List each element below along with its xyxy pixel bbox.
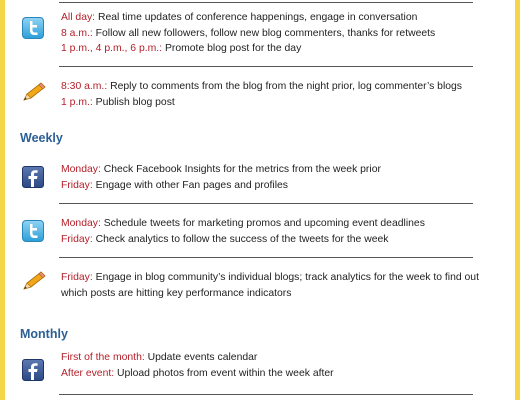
time-label: 1 p.m.: xyxy=(61,96,93,108)
time-label: All day: xyxy=(61,12,96,23)
entry-lines xyxy=(61,162,507,193)
divider xyxy=(59,2,473,3)
divider xyxy=(59,394,473,395)
time-label: Monday: xyxy=(61,218,101,229)
time-label: Friday: xyxy=(61,272,93,283)
task-text: Engage in blog community’s individual blogs; track analytics for the week to find out xyxy=(92,272,479,283)
time-label: 8 a.m.: xyxy=(61,27,93,39)
task-text: Real time updates of conference happenings, engage in conversation xyxy=(95,12,418,23)
task-text: which posts are hitting key performance indicators xyxy=(61,287,292,299)
schedule-line xyxy=(61,162,507,178)
facebook-icon xyxy=(22,166,44,188)
schedule-line xyxy=(61,41,507,57)
schedule-line xyxy=(61,350,507,366)
social-media-schedule-page xyxy=(5,0,515,400)
time-label: Friday: xyxy=(61,179,93,191)
task-text: Publish blog post xyxy=(92,96,175,108)
time-label: 1 p.m., 4 p.m., 6 p.m.: xyxy=(61,43,163,54)
task-text: Engage with other Fan pages and profiles xyxy=(92,179,289,191)
schedule-line xyxy=(61,270,507,286)
facebook-icon xyxy=(22,359,44,381)
task-text: Check analytics to follow the success of the tweets for the week xyxy=(92,233,389,245)
schedule-line xyxy=(61,366,507,382)
twitter-icon xyxy=(22,220,44,242)
entry-lines xyxy=(61,350,507,381)
task-text: Upload photos from event within the week after xyxy=(114,367,334,379)
section-heading-monthly: Monthly xyxy=(20,327,68,341)
time-label: After event: xyxy=(61,367,115,379)
task-text: Promote blog post for the day xyxy=(162,43,302,54)
entry-lines xyxy=(61,79,507,110)
task-text: Schedule tweets for marketing promos and upcoming event deadlines xyxy=(100,218,425,229)
divider xyxy=(59,66,473,67)
section-heading-weekly: Weekly xyxy=(20,131,63,145)
time-label: Friday: xyxy=(61,233,93,245)
pencil-icon xyxy=(21,270,47,292)
schedule-line xyxy=(61,216,507,232)
time-label: 8:30 a.m.: xyxy=(61,81,108,92)
task-text: Reply to comments from the blog from the night prior, log commenter’s blogs xyxy=(107,81,463,92)
schedule-line xyxy=(61,286,507,302)
schedule-line xyxy=(61,26,507,42)
entry-lines xyxy=(61,216,507,247)
schedule-line xyxy=(61,232,507,248)
divider xyxy=(59,257,473,258)
divider xyxy=(59,203,473,204)
schedule-line xyxy=(61,95,507,111)
entry-lines xyxy=(61,270,507,301)
schedule-line xyxy=(61,10,507,26)
task-text: Follow all new followers, follow new blog commenters, thanks for retweets xyxy=(92,27,436,39)
task-text: Check Facebook Insights for the metrics from the week prior xyxy=(100,164,381,175)
schedule-line xyxy=(61,178,507,194)
time-label: Monday: xyxy=(61,164,101,175)
time-label: First of the month: xyxy=(61,352,145,363)
task-text: Update events calendar xyxy=(144,352,258,363)
entry-lines xyxy=(61,10,507,57)
schedule-line xyxy=(61,79,507,95)
pencil-icon xyxy=(21,81,47,103)
twitter-icon xyxy=(22,17,44,39)
